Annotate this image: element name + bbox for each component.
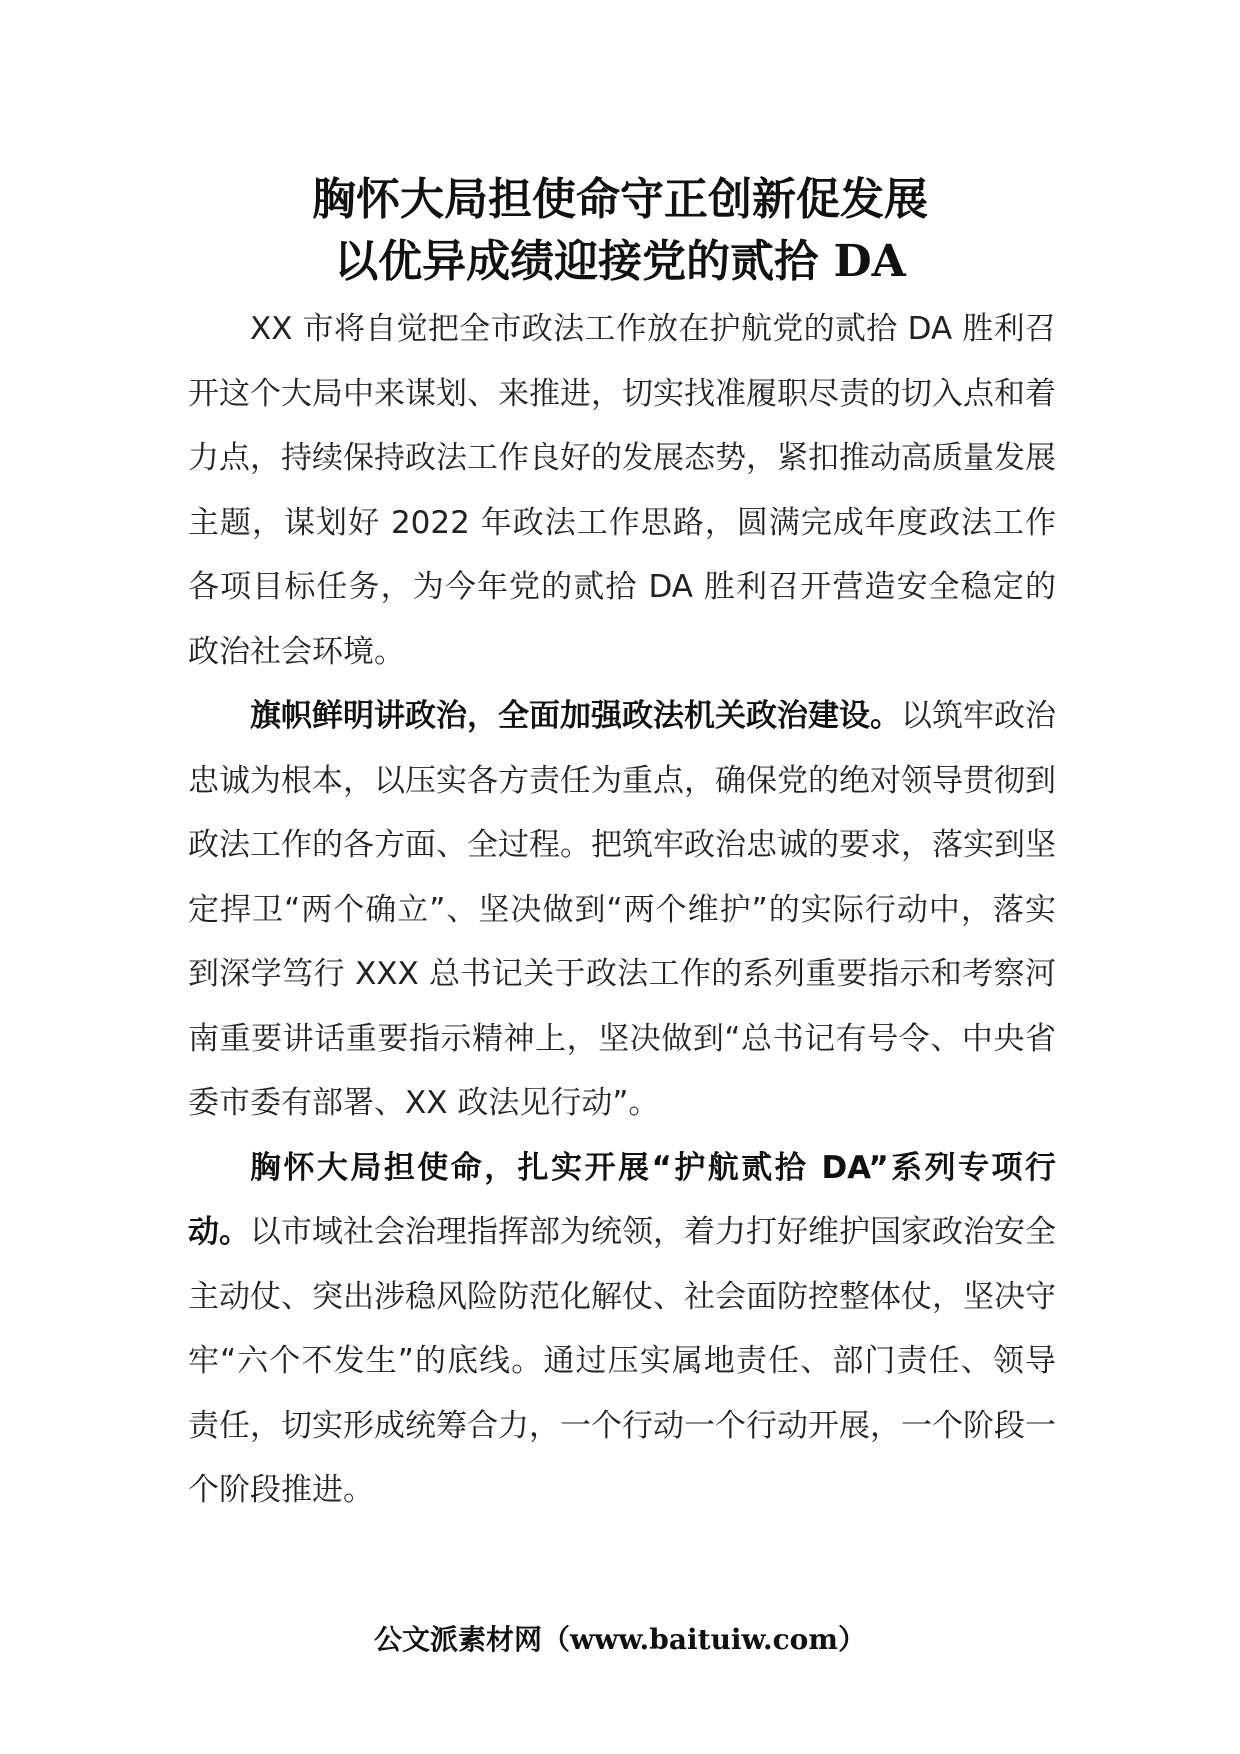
paragraph-special-actions (188, 1136, 1056, 1523)
paragraph-text: 以市域社会治理指挥部为统领，着力打好维护国家政治安全主动仗、突出涉稳风险防范化解仗、社会面防控整体仗，坚决守牢“六个不发生”的底线。通过压实属地责任、部门责任、领导责任，切实形成统筹合力，一个行动一个行动开展，一个阶段一个阶段推进。 (188, 1214, 1056, 1508)
footer-source: 公文派素材网（www.baituiw.com） (374, 1623, 866, 1656)
document-title-line-2: 以优异成绩迎接党的贰拾 DA (334, 236, 906, 287)
paragraph-text: XX 市将自觉把全市政法工作放在护航党的贰拾 DA 胜利召开这个大局中来谋划、来推进，切实找准履职尽责的切入点和着力点，持续保持政法工作良好的发展态势，紧扣推动高质量发展主题，谋划好 2022 年政法工作思路，圆满完成年度政法工作各项目标任务，为今年党的贰拾 DA 胜利召开营造安全稳定的政治社会环境。 (188, 311, 1056, 670)
paragraph-lead-heading: 胸怀大局担使命，扎实开展“护航贰拾 DA”系列专项行动。 (188, 1149, 1056, 1250)
paragraph-lead-heading: 旗帜鲜明讲政治，全面加强政法机关政治建设。 (250, 698, 901, 734)
paragraph-intro (188, 297, 1056, 684)
paragraph-text: 以筑牢政治忠诚为根本，以压实各方责任为重点，确保党的绝对领导贯彻到政法工作的各方面、全过程。把筑牢政治忠诚的要求，落实到坚定捍卫“两个确立”、坚决做到“两个维护”的实际行动中，落实到深学笃行 XXX 总书记关于政法工作的系列重要指示和考察河南重要讲话重要指示精神上，坚决做到“总书记有号令、中央省委市委有部署、XX 政法见行动”。 (188, 698, 1056, 1121)
paragraph-political-construction (188, 684, 1056, 1136)
document-title-line-1: 胸怀大局担使命守正创新促发展 (312, 174, 928, 225)
document-body (188, 297, 1056, 1523)
